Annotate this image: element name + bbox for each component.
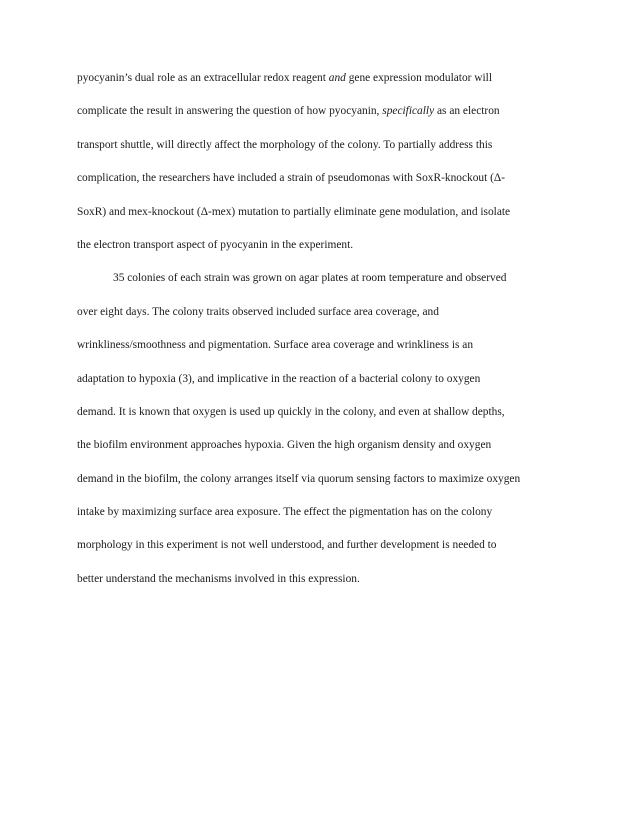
body-text	[77, 62, 562, 596]
paragraph-1-line-2	[77, 95, 562, 128]
paragraph-2-line-6: the biofilm environment approaches hypoxia. Given the high organism density and oxygen	[77, 439, 492, 452]
paragraph-2-line-10: better understand the mechanisms involved in this expression.	[77, 572, 360, 585]
paragraph-2-line-7: demand in the biofilm, the colony arranges itself via quorum sensing factors to maximize oxygen	[77, 472, 521, 485]
paragraph-2-line-1: 35 colonies of each strain was grown on agar plates at room temperature and observed	[113, 272, 507, 285]
paragraph-2-line-5: demand. It is known that oxygen is used up quickly in the colony, and even at shallow depths,	[77, 405, 505, 418]
paragraph-2-line-3: wrinkliness/smoothness and pigmentation. Surface area coverage and wrinkliness is an	[77, 339, 474, 352]
paragraph-2-line-8: intake by maximizing surface area exposure. The effect the pigmentation has on the colony	[77, 506, 493, 519]
paragraph-2-line-4: adaptation to hypoxia (3), and implicative in the reaction of a bacterial colony to oxygen	[77, 372, 481, 385]
paragraph-1-line-4: complication, the researchers have included a strain of pseudomonas with SoxR-knockout (Δ-	[77, 172, 506, 185]
paragraph-1-line-1	[77, 62, 562, 95]
text-run: as an electron	[434, 105, 500, 118]
text-run: pyocyanin’s dual role as an extracellular redox reagent	[77, 72, 329, 84]
emphasis-specifically: specifically	[382, 105, 435, 118]
emphasis-and: and	[328, 72, 346, 84]
paragraph-2-line-2: over eight days. The colony traits observed included surface area coverage, and	[77, 305, 439, 318]
paragraph-1-line-6: the electron transport aspect of pyocyanin in the experiment.	[77, 238, 354, 251]
text-run: complicate the result in answering the question of how pyocyanin,	[77, 105, 383, 118]
text-run: gene expression modulator will	[345, 72, 493, 84]
paragraph-2-line-9: morphology in this experiment is not well understood, and further development is needed to	[77, 539, 497, 552]
paragraph-1-line-5: SoxR) and mex-knockout (Δ-mex) mutation to partially eliminate gene modulation, and isolate	[77, 205, 511, 218]
paragraph-1-line-3: transport shuttle, will directly affect the morphology of the colony. To partially address this	[77, 138, 493, 151]
